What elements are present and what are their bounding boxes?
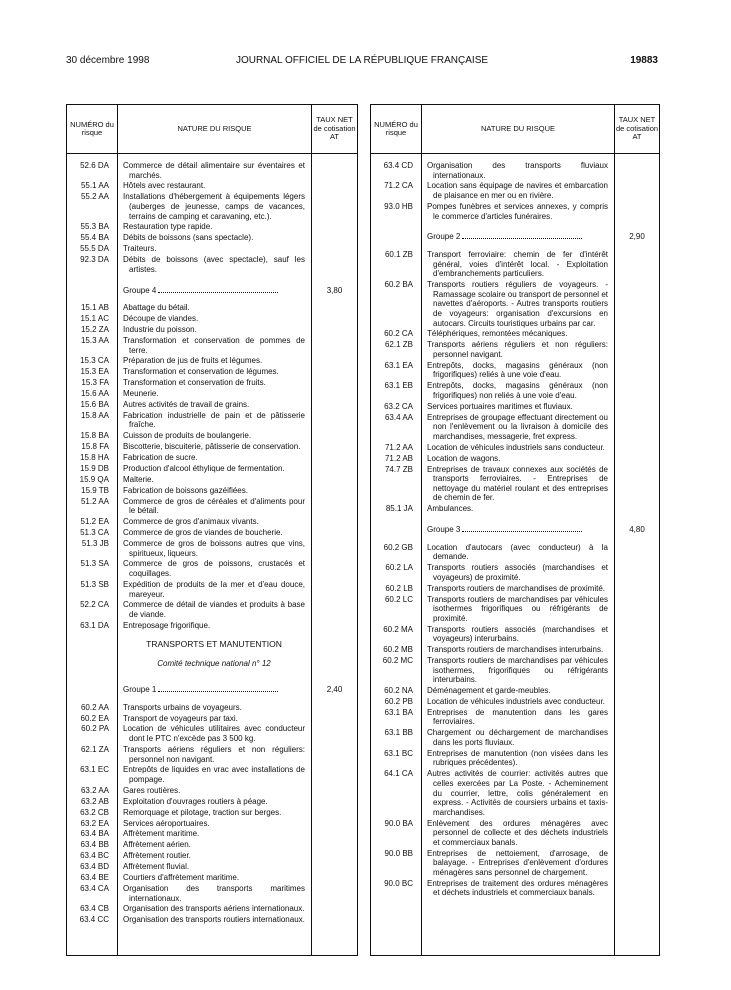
risk-code: 52.2 CA [80,600,109,610]
risk-description: Location de véhicules utilitaires avec conducteur dont le PTC n'excède pas 3 500 kg. [123,724,305,744]
risk-code: 92.3 DA [80,255,109,265]
risk-code: 60.2 GB [383,542,413,552]
risk-description: Débits de boissons (avec spectacle), sauf les artistes. [123,255,305,274]
header-taux: TAUX NET de cotisation AT [313,115,356,142]
section-text: TRANSPORTS ET MANUTENTION [146,638,282,649]
risk-code: 63.1 BA [384,707,413,717]
risk-code: 85.1 JA [385,504,413,514]
risk-code: 60.2 CA [384,329,413,339]
risk-code: 51.3 JB [81,538,109,548]
risk-code: 63.2 AB [80,796,109,806]
risk-description: Entreprises de manutention dans les gares ferroviaires. [427,707,608,727]
risk-code: 15.3 EA [80,367,109,377]
risk-code: 15.1 AC [80,314,109,324]
group-name: Groupe 1 [123,685,157,695]
risk-description: Transports routiers réguliers de voyageurs. - Ramassage scolaire ou transport de personnel et navettes d'aéroports. - Autres transports routiers de voyageurs: organisation d'excursions en autocars. Circuits touristiques urbains par car. [427,280,608,328]
group-label [123,685,305,695]
group-label [427,525,608,535]
group-label [123,286,305,296]
table-header [371,105,659,154]
risk-code: 60.2 MC [382,656,413,666]
risk-code: 15.9 DB [80,464,109,474]
group-name: Groupe 3 [427,525,461,535]
left-risk-table [66,104,358,956]
risk-description: Fabrication industrielle de pain et de pâtisserie fraîche. [123,410,305,430]
risk-code: 51.2 EA [80,517,109,527]
risk-description: Fabrication de sucre. [123,453,198,463]
risk-code: 90.0 BA [384,818,413,828]
risk-code: 15.6 BA [80,399,109,409]
group-rate: 2,90 [629,232,645,242]
risk-description: Biscotterie, biscuiterie, pâtisserie de conservation. [123,442,301,452]
leader-dots [462,525,582,532]
risk-code: 51.3 SB [80,579,109,589]
risk-description: Ambulances. [427,504,474,514]
risk-description: Cuisson de produits de boulangerie. [123,431,252,441]
risk-code: 90.0 BB [384,848,413,858]
risk-code: 60.2 MB [383,645,413,655]
risk-description: Organisation des transports fluviaux internationaux. [427,161,608,180]
risk-description: Autres activités de travail de grains. [123,399,250,409]
risk-description: Préparation de jus de fruits et légumes. [123,356,263,366]
header-page-number: 19883 [630,55,658,66]
risk-code: 60.2 NA [384,686,413,696]
risk-code: 62.1 ZA [80,744,109,754]
risk-description: Transports aériens réguliers et non réguliers: personnel navigant. [427,340,608,359]
risk-code: 51.3 CA [80,528,109,538]
risk-code: 15.8 HA [80,453,109,463]
risk-code: 71.2 CA [384,181,413,191]
risk-code: 55.5 DA [80,244,109,254]
risk-code: 63.4 CB [80,904,109,914]
risk-description: Déménagement et garde-meubles. [427,686,551,696]
risk-description: Commerce de gros de céréales et d'aliments pour le bétail. [123,496,305,516]
risk-description: Entreprises de traitement des ordures ménagères et déchets industriels et commerciaux banals. [427,878,608,898]
header-taux: TAUX NET de cotisation AT [615,115,659,142]
risk-description: Expédition de produits de la mer et d'eau douce, mareyeur. [123,579,305,599]
right-risk-table [370,104,660,956]
risk-code: 63.2 CB [80,807,109,817]
risk-code: 60.2 PA [81,724,109,734]
risk-description: Affrètement maritime. [123,829,200,839]
risk-description: Traiteurs. [123,244,157,254]
risk-description: Entrepôts, docks, magasins généraux (non frigorifiques) reliés à une voie d'eau. [427,360,608,380]
risk-code: 60.2 AA [80,702,109,712]
risk-description: Transports aériens réguliers et non réguliers: personnel non navigant. [123,744,305,764]
header-nature: NATURE DU RISQUE [480,123,556,133]
risk-description: Location de véhicules industriels avec conducteur. [427,697,605,706]
risk-code: 15.6 AA [80,389,109,399]
risk-description: Transport de voyageurs par taxi. [123,713,238,723]
risk-code: 63.4 BE [80,873,109,883]
header-date: 30 décembre 1998 [66,55,150,66]
risk-code: 15.3 AA [80,335,109,345]
risk-description: Industrie du poisson. [123,325,197,335]
risk-description: Courtiers d'affrètement maritime. [123,873,240,883]
risk-description: Commerce de gros de boissons autres que vins, spiritueux, liqueurs. [123,538,305,558]
risk-code: 63.1 DA [80,620,109,630]
risk-description: Commerce de détail de viandes et produits à base de viande. [123,600,305,620]
risk-description: Gares routières. [123,785,181,795]
risk-code: 63.1 EB [384,381,413,391]
risk-description: Services portuaires maritimes et fluviaux. [427,401,573,411]
risk-description: Commerce de gros de viandes de boucherie. [123,528,283,538]
risk-description: Production d'alcool éthylique de fermentation. [123,464,285,474]
risk-code: 71.2 AB [384,453,413,463]
risk-description: Organisation des transports maritimes internationaux. [123,883,305,903]
risk-description: Entreprises de manutention (non visées dans les rubriques précédentes). [427,748,608,768]
risk-code: 60.2 MA [383,624,413,634]
header-nature: NATURE DU RISQUE [177,123,252,133]
risk-description: Entreposage frigorifique. [123,620,211,630]
group-name: Groupe 4 [123,285,157,295]
risk-description: Affrètement fluvial. [123,862,190,872]
risk-description: Découpe de viandes. [123,314,199,324]
risk-code: 63.1 EC [80,765,109,775]
risk-description: Entreprises de travaux connexes aux sociétés de transports ferroviaires. - Entreprises de nettoyage du matériel roulant et des entreprises de chemin de fer. [427,464,608,503]
risk-description: Location sans équipage de navires et embarcation de plaisance en mer ou en rivière. [427,181,608,201]
risk-description: Commerce de gros de poissons, crustacés et coquillages. [123,559,305,579]
group-rate: 3,80 [326,285,343,295]
risk-description: Fabrication de boissons gazéifiées. [123,485,248,495]
risk-code: 60.2 EA [80,713,109,723]
risk-code: 51.2 AA [80,496,109,506]
group-name: Groupe 2 [427,232,461,242]
risk-description: Transformation et conservation de pommes de terre. [123,335,305,355]
risk-description: Abattage du bétail. [123,303,190,313]
risk-code: 55.1 AA [80,181,109,191]
risk-code: 15.8 BA [80,431,109,441]
risk-code: 63.1 BC [384,748,413,758]
group-rate: 2,40 [326,685,343,695]
risk-code: 63.4 AA [384,412,413,422]
risk-code: 60.2 LC [384,594,413,604]
risk-code: 15.3 FA [81,378,109,388]
risk-code: 55.2 AA [80,192,109,202]
risk-description: Téléphériques, remontées mécaniques. [427,329,568,339]
risk-code: 55.3 BA [80,222,109,232]
group-label [427,232,608,242]
risk-description: Transformation et conservation de fruits. [123,378,266,388]
risk-code: 63.4 BC [80,851,109,861]
risk-description: Transports routiers de marchandises de proximité. [427,583,605,593]
risk-description: Transports routiers associés (marchandises et voyageurs) de proximité. [427,563,608,582]
risk-description: Transport ferroviaire: chemin de fer d'intérêt général, voies d'intérêt local. - Exploitation d'embranchements particuliers. [427,250,608,279]
risk-description: Entrepôts de liquides en vrac avec installations de pompage. [123,765,305,784]
risk-code: 60.1 ZB [384,250,413,260]
risk-description: Entrepôts, docks, magasins généraux (non frigorifiques) non reliés à une voie d'eau. [427,381,608,400]
risk-code: 15.2 ZA [80,325,109,335]
risk-description: Services aéroportuaires. [123,818,210,828]
risk-code: 63.4 BD [80,862,109,872]
risk-description: Location de véhicules industriels sans conducteur. [427,442,605,452]
risk-code: 63.2 CA [384,401,413,411]
risk-code: 63.4 CC [79,915,109,925]
risk-description: Débits de boissons (sans spectacle). [123,233,254,243]
group-rate: 4,80 [629,525,645,535]
risk-code: 64.1 CA [384,769,413,779]
risk-code: 71.2 AA [384,442,413,452]
risk-description: Location d'autocars (avec conducteur) à la demande. [427,542,608,562]
risk-description: Chargement ou déchargement de marchandises dans les ports fluviaux. [427,728,608,747]
risk-code: 60.2 LB [385,583,413,593]
risk-code: 63.2 EA [80,818,109,828]
leader-dots [158,286,278,293]
risk-description: Entreprises de nettoiement, d'arrosage, de balayage. - Entreprises d'enlèvement d'ordures ménagères sans personnel de chargement. [427,848,608,877]
risk-description: Transports routiers associés (marchandises et voyageurs) interurbains. [427,624,608,644]
risk-description: Location de wagons. [427,453,501,463]
risk-description: Exploitation d'ouvrages routiers à péage. [123,796,268,806]
risk-description: Organisation des transports aériens internationaux. [123,904,305,914]
risk-description: Hôtels avec restaurant. [123,181,206,191]
risk-code: 63.4 CD [383,161,413,170]
risk-code: 90.0 BC [384,878,413,888]
risk-code: 63.2 AA [80,785,109,795]
page-header [66,55,658,69]
risk-code: 52.6 DA [80,161,109,170]
risk-code: 63.4 BA [80,829,109,839]
risk-description: Enlèvement des ordures ménagères avec personnel de collecte et des déchets industriels et commerciaux banals. [427,818,608,847]
table-header [67,105,357,154]
risk-description: Transports routiers de marchandises interurbains. [427,645,604,655]
risk-description: Transports urbains de voyageurs. [123,702,242,712]
risk-description: Affrètement aérien. [123,840,191,850]
risk-code: 93.0 HB [384,201,413,211]
leader-dots [158,685,278,692]
risk-code: 60.2 BA [384,280,413,290]
risk-description: Transformation et conservation de légumes. [123,367,279,377]
risk-code: 15.9 QA [79,474,109,484]
risk-code: 51.3 SA [80,559,109,569]
risk-description: Meunerie. [123,389,159,399]
risk-description: Organisation des transports routiers internationaux. [123,915,305,925]
risk-code: 63.4 CA [80,883,109,893]
risk-description: Commerce de détail alimentaire sur éventaires et marchés. [123,161,305,180]
risk-description: Transports routiers de marchandises par véhicules isothermes, frigorifiques ou réfrigérants interurbains. [427,656,608,685]
header-title: JOURNAL OFFICIEL DE LA RÉPUBLIQUE FRANÇAISE [235,55,489,66]
risk-code: 60.2 LA [385,563,413,573]
risk-code: 62.1 ZB [384,340,413,350]
risk-description: Autres activités de courrier: activités autres que celles exercées par La Poste. - Acheminement du courrier, lettre, colis généralement en express. - Activités de coursiers urbains et taxis-marchandises. [427,769,608,817]
risk-code: 74.7 ZB [384,464,413,474]
risk-code: 63.4 BB [80,840,109,850]
risk-code: 60.2 PB [384,697,413,706]
risk-description: Remorquage et pilotage, traction sur berges. [123,807,282,817]
risk-code: 15.8 FA [81,442,109,452]
risk-description: Malterie. [123,474,154,484]
risk-description: Installations d'hébergement à équipements légers (auberges de jeunesse, camps de vacances, terrains de camping et caravaning, etc.). [123,192,305,221]
risk-description: Entreprises de groupage effectuant directement ou non l'enlèvement ou la livraison à domicile des marchandises, messagerie, fret express. [427,412,608,441]
risk-description: Restauration type rapide. [123,222,213,232]
risk-description: Transports routiers de marchandises par véhicules isothermes frigorifiques ou réfrigérants de proximité. [427,594,608,623]
risk-description: Affrètement routier. [123,851,191,861]
risk-code: 15.8 AA [80,410,109,420]
risk-code: 63.1 BB [384,728,413,738]
risk-description: Commerce de gros d'animaux vivants. [123,517,259,527]
risk-code: 63.1 EA [384,360,413,370]
risk-code: 15.1 AB [80,303,109,313]
risk-code: 15.3 CA [80,356,109,366]
header-numero: NUMÉRO du risque [374,119,418,137]
risk-code: 55.4 BA [80,233,109,243]
risk-code: 15.9 TB [81,485,109,495]
header-numero: NUMÉRO du risque [70,119,114,137]
leader-dots [462,232,582,239]
risk-description: Pompes funèbres et services annexes, y compris le commerce d'articles funéraires. [427,201,608,221]
section-text: Comité technique national n° 12 [157,659,271,669]
